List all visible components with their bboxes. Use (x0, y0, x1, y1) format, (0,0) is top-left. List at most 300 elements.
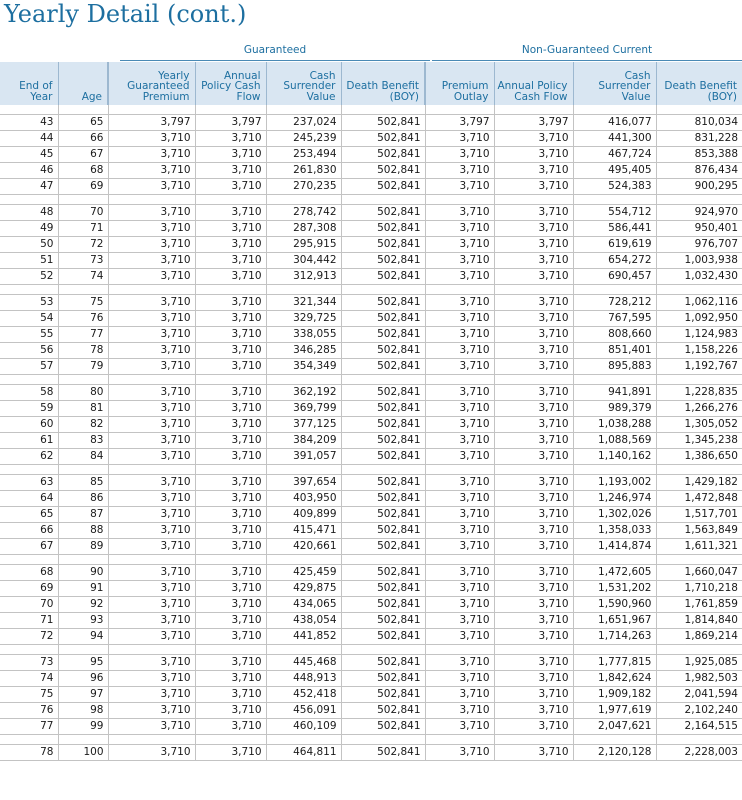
spacer-cell (341, 375, 425, 385)
spacer-cell (656, 645, 742, 655)
table-cell: 924,970 (656, 205, 742, 221)
table-row (0, 269, 742, 285)
table-cell: 47 (0, 179, 58, 195)
table-cell: 502,841 (341, 237, 425, 253)
table-cell: 3,710 (108, 475, 195, 491)
table-cell: 3,710 (195, 359, 266, 375)
spacer-cell (425, 105, 494, 115)
table-row (0, 359, 742, 375)
table-cell: 434,065 (266, 597, 341, 613)
table-cell: 2,120,128 (573, 745, 656, 761)
spacer-cell (108, 105, 195, 115)
table-cell: 3,710 (425, 565, 494, 581)
column-header-age: Age (58, 62, 108, 105)
non-guaranteed-group-label: Non-Guaranteed Current (521, 44, 653, 56)
table-cell: 3,710 (108, 147, 195, 163)
table-cell: 495,405 (573, 163, 656, 179)
table-cell: 3,710 (494, 475, 573, 491)
table-cell: 502,841 (341, 703, 425, 719)
group-spacer (0, 285, 742, 295)
table-cell: 3,710 (108, 401, 195, 417)
table-cell: 3,710 (425, 327, 494, 343)
table-cell: 66 (58, 131, 108, 147)
table-cell: 3,710 (494, 359, 573, 375)
table-row (0, 253, 742, 269)
table-cell: 1,842,624 (573, 671, 656, 687)
spacer-cell (266, 375, 341, 385)
table-cell: 3,710 (494, 433, 573, 449)
table-cell: 3,710 (425, 295, 494, 311)
spacer-cell (266, 465, 341, 475)
guaranteed-group-divider (120, 60, 430, 61)
table-cell: 62 (0, 449, 58, 465)
table-cell: 70 (0, 597, 58, 613)
table-cell: 3,710 (108, 237, 195, 253)
table-cell: 1,429,182 (656, 475, 742, 491)
table-cell: 3,710 (425, 475, 494, 491)
table-cell: 976,707 (656, 237, 742, 253)
spacer-cell (0, 465, 58, 475)
spacer-cell (425, 375, 494, 385)
table-cell: 3,710 (425, 581, 494, 597)
table-row (0, 433, 742, 449)
yearly-detail-table (0, 62, 742, 761)
table-cell: 3,797 (108, 115, 195, 131)
table-cell: 3,710 (425, 629, 494, 645)
table-cell: 502,841 (341, 163, 425, 179)
table-cell: 3,710 (494, 491, 573, 507)
table-cell: 420,661 (266, 539, 341, 555)
table-cell: 3,710 (494, 253, 573, 269)
table-cell: 97 (58, 687, 108, 703)
table-cell: 3,710 (425, 507, 494, 523)
table-cell: 554,712 (573, 205, 656, 221)
table-cell: 3,710 (425, 269, 494, 285)
table-cell: 1,982,503 (656, 671, 742, 687)
table-cell: 58 (0, 385, 58, 401)
table-cell: 3,710 (494, 613, 573, 629)
spacer-cell (108, 645, 195, 655)
table-body (0, 105, 742, 761)
table-cell: 74 (58, 269, 108, 285)
group-spacer (0, 465, 742, 475)
table-cell: 502,841 (341, 597, 425, 613)
table-cell: 3,710 (108, 687, 195, 703)
table-cell: 3,710 (195, 613, 266, 629)
table-cell: 3,710 (425, 433, 494, 449)
column-header-current-cash-surrender-value: Cash Surrender Value (573, 62, 656, 105)
spacer-cell (341, 285, 425, 295)
table-cell: 3,710 (195, 745, 266, 761)
table-cell: 56 (0, 343, 58, 359)
table-cell: 1,088,569 (573, 433, 656, 449)
spacer-cell (108, 195, 195, 205)
table-cell: 3,710 (195, 327, 266, 343)
table-cell: 49 (0, 221, 58, 237)
table-cell: 3,710 (195, 163, 266, 179)
table-cell: 312,913 (266, 269, 341, 285)
table-cell: 1,777,815 (573, 655, 656, 671)
table-cell: 728,212 (573, 295, 656, 311)
table-cell: 3,710 (108, 581, 195, 597)
table-cell: 3,710 (108, 433, 195, 449)
table-cell: 76 (58, 311, 108, 327)
table-row (0, 385, 742, 401)
table-cell: 460,109 (266, 719, 341, 735)
table-cell: 48 (0, 205, 58, 221)
table-cell: 3,710 (108, 131, 195, 147)
table-cell: 2,041,594 (656, 687, 742, 703)
table-cell: 377,125 (266, 417, 341, 433)
table-cell: 3,710 (108, 597, 195, 613)
table-row (0, 613, 742, 629)
table-cell: 3,710 (195, 655, 266, 671)
spacer-cell (266, 645, 341, 655)
table-cell: 3,710 (195, 433, 266, 449)
table-cell: 445,468 (266, 655, 341, 671)
table-cell: 1,531,202 (573, 581, 656, 597)
table-cell: 1,472,848 (656, 491, 742, 507)
table-cell: 1,305,052 (656, 417, 742, 433)
table-cell: 1,590,960 (573, 597, 656, 613)
table-cell: 502,841 (341, 507, 425, 523)
table-cell: 3,710 (425, 205, 494, 221)
table-cell: 3,710 (494, 295, 573, 311)
table-cell: 502,841 (341, 327, 425, 343)
table-cell: 94 (58, 629, 108, 645)
spacer-cell (195, 465, 266, 475)
guaranteed-group-label: Guaranteed (243, 44, 307, 56)
table-cell: 415,471 (266, 523, 341, 539)
table-cell: 89 (58, 539, 108, 555)
table-cell: 3,710 (108, 253, 195, 269)
table-cell: 409,899 (266, 507, 341, 523)
table-cell: 3,710 (494, 565, 573, 581)
table-cell: 3,710 (195, 221, 266, 237)
table-cell: 67 (0, 539, 58, 555)
spacer-cell (0, 645, 58, 655)
table-cell: 502,841 (341, 687, 425, 703)
table-cell: 3,710 (195, 687, 266, 703)
table-cell: 69 (58, 179, 108, 195)
table-cell: 68 (58, 163, 108, 179)
non-guaranteed-group-divider (432, 60, 742, 61)
table-cell: 338,055 (266, 327, 341, 343)
table-cell: 3,710 (108, 295, 195, 311)
table-cell: 346,285 (266, 343, 341, 359)
table-cell: 287,308 (266, 221, 341, 237)
table-cell: 1,246,974 (573, 491, 656, 507)
table-cell: 3,797 (195, 115, 266, 131)
table-cell: 3,710 (494, 417, 573, 433)
spacer-cell (494, 285, 573, 295)
table-cell: 3,710 (195, 475, 266, 491)
table-cell: 3,710 (425, 343, 494, 359)
table-cell: 80 (58, 385, 108, 401)
spacer-cell (195, 735, 266, 745)
table-cell: 52 (0, 269, 58, 285)
table-cell: 3,797 (494, 115, 573, 131)
table-cell: 72 (0, 629, 58, 645)
spacer-cell (58, 555, 108, 565)
table-header-row (0, 62, 742, 105)
spacer-cell (656, 285, 742, 295)
spacer-cell (656, 105, 742, 115)
table-row (0, 343, 742, 359)
spacer-cell (341, 105, 425, 115)
table-cell: 502,841 (341, 475, 425, 491)
table-cell: 3,710 (425, 163, 494, 179)
table-row (0, 687, 742, 703)
table-row (0, 295, 742, 311)
table-cell: 1,714,263 (573, 629, 656, 645)
column-header-yearly-guaranteed-premium: Yearly Guaranteed Premium (108, 62, 195, 105)
table-cell: 2,228,003 (656, 745, 742, 761)
table-cell: 1,192,767 (656, 359, 742, 375)
table-cell: 3,710 (108, 449, 195, 465)
table-cell: 403,950 (266, 491, 341, 507)
table-cell: 54 (0, 311, 58, 327)
table-cell: 55 (0, 327, 58, 343)
table-cell: 3,710 (195, 719, 266, 735)
spacer-cell (195, 645, 266, 655)
table-cell: 59 (0, 401, 58, 417)
table-cell: 321,344 (266, 295, 341, 311)
table-cell: 808,660 (573, 327, 656, 343)
table-cell: 76 (0, 703, 58, 719)
table-cell: 502,841 (341, 539, 425, 555)
table-cell: 3,710 (494, 687, 573, 703)
spacer-cell (573, 285, 656, 295)
table-cell: 586,441 (573, 221, 656, 237)
table-cell: 46 (0, 163, 58, 179)
group-spacer (0, 555, 742, 565)
spacer-cell (494, 105, 573, 115)
spacer-cell (108, 555, 195, 565)
table-row (0, 523, 742, 539)
spacer-cell (341, 735, 425, 745)
table-cell: 3,710 (108, 359, 195, 375)
table-cell: 950,401 (656, 221, 742, 237)
spacer-cell (425, 555, 494, 565)
table-cell: 3,710 (195, 401, 266, 417)
table-cell: 1,062,116 (656, 295, 742, 311)
table-cell: 3,710 (195, 523, 266, 539)
column-header-current-death-benefit: Death Benefit (BOY) (656, 62, 742, 105)
table-cell: 441,300 (573, 131, 656, 147)
table-cell: 524,383 (573, 179, 656, 195)
spacer-cell (656, 555, 742, 565)
table-row (0, 539, 742, 555)
table-cell: 2,102,240 (656, 703, 742, 719)
table-cell: 3,710 (494, 131, 573, 147)
spacer-cell (108, 465, 195, 475)
spacer-cell (58, 465, 108, 475)
table-cell: 71 (58, 221, 108, 237)
table-cell: 3,710 (195, 205, 266, 221)
table-row (0, 565, 742, 581)
table-cell: 88 (58, 523, 108, 539)
column-header-guaranteed-annual-policy-cash-flow: Annual Policy Cash Flow (195, 62, 266, 105)
table-cell: 75 (0, 687, 58, 703)
table-cell: 3,710 (108, 179, 195, 195)
table-cell: 502,841 (341, 179, 425, 195)
group-spacer (0, 645, 742, 655)
table-cell: 93 (58, 613, 108, 629)
table-cell: 429,875 (266, 581, 341, 597)
table-cell: 619,619 (573, 237, 656, 253)
table-cell: 502,841 (341, 131, 425, 147)
table-cell: 3,710 (425, 147, 494, 163)
spacer-cell (0, 735, 58, 745)
table-cell: 452,418 (266, 687, 341, 703)
table-cell: 895,883 (573, 359, 656, 375)
spacer-cell (0, 285, 58, 295)
table-cell: 3,710 (425, 359, 494, 375)
table-row (0, 401, 742, 417)
table-cell: 3,710 (195, 253, 266, 269)
column-header-end-of-year: End of Year (0, 62, 58, 105)
page-title: Yearly Detail (cont.) (4, 0, 247, 28)
table-cell: 3,710 (425, 131, 494, 147)
table-cell: 99 (58, 719, 108, 735)
table-cell: 1,266,276 (656, 401, 742, 417)
table-cell: 77 (58, 327, 108, 343)
table-cell: 3,710 (195, 703, 266, 719)
table-cell: 3,710 (195, 147, 266, 163)
table-cell: 98 (58, 703, 108, 719)
table-cell: 3,710 (494, 179, 573, 195)
table-cell: 502,841 (341, 745, 425, 761)
table-row (0, 449, 742, 465)
spacer-cell (58, 195, 108, 205)
table-cell: 3,710 (108, 745, 195, 761)
table-cell: 3,710 (494, 581, 573, 597)
spacer-cell (58, 645, 108, 655)
spacer-cell (573, 375, 656, 385)
table-cell: 270,235 (266, 179, 341, 195)
table-cell: 1,158,226 (656, 343, 742, 359)
table-cell: 3,710 (425, 613, 494, 629)
table-cell: 3,710 (494, 401, 573, 417)
spacer-cell (195, 105, 266, 115)
spacer-cell (494, 195, 573, 205)
table-cell: 3,710 (494, 237, 573, 253)
table-cell: 3,710 (425, 253, 494, 269)
table-cell: 43 (0, 115, 58, 131)
table-cell: 3,710 (108, 629, 195, 645)
spacer-cell (494, 735, 573, 745)
table-cell: 78 (58, 343, 108, 359)
spacer-cell (573, 105, 656, 115)
table-cell: 1,302,026 (573, 507, 656, 523)
group-spacer (0, 195, 742, 205)
spacer-cell (108, 735, 195, 745)
table-cell: 941,891 (573, 385, 656, 401)
spacer-cell (58, 735, 108, 745)
table-cell: 1,651,967 (573, 613, 656, 629)
table-cell: 3,710 (494, 719, 573, 735)
table-cell: 1,345,238 (656, 433, 742, 449)
table-cell: 853,388 (656, 147, 742, 163)
table-cell: 767,595 (573, 311, 656, 327)
column-header-premium-outlay: Premium Outlay (425, 62, 494, 105)
table-cell: 1,977,619 (573, 703, 656, 719)
table-cell: 1,414,874 (573, 539, 656, 555)
spacer-cell (656, 375, 742, 385)
table-cell: 502,841 (341, 269, 425, 285)
table-cell: 77 (0, 719, 58, 735)
table-cell: 79 (58, 359, 108, 375)
table-cell: 1,517,701 (656, 507, 742, 523)
table-cell: 502,841 (341, 655, 425, 671)
table-cell: 3,710 (195, 581, 266, 597)
table-cell: 3,710 (494, 507, 573, 523)
table-row (0, 671, 742, 687)
table-cell: 253,494 (266, 147, 341, 163)
table-cell: 329,725 (266, 311, 341, 327)
table-cell: 3,710 (195, 539, 266, 555)
table-cell: 72 (58, 237, 108, 253)
table-cell: 278,742 (266, 205, 341, 221)
table-cell: 60 (0, 417, 58, 433)
column-header-current-annual-policy-cash-flow: Annual Policy Cash Flow (494, 62, 573, 105)
spacer-cell (425, 645, 494, 655)
table-cell: 96 (58, 671, 108, 687)
table-cell: 1,563,849 (656, 523, 742, 539)
table-row (0, 311, 742, 327)
table-row (0, 629, 742, 645)
table-cell: 502,841 (341, 449, 425, 465)
spacer-cell (341, 195, 425, 205)
table-cell: 82 (58, 417, 108, 433)
table-cell: 502,841 (341, 311, 425, 327)
spacer-cell (0, 105, 58, 115)
table-cell: 53 (0, 295, 58, 311)
table-cell: 3,710 (425, 491, 494, 507)
table-cell: 502,841 (341, 343, 425, 359)
table-cell: 3,710 (195, 629, 266, 645)
spacer-cell (108, 285, 195, 295)
table-cell: 397,654 (266, 475, 341, 491)
table-cell: 502,841 (341, 671, 425, 687)
table-cell: 1,124,983 (656, 327, 742, 343)
table-cell: 3,710 (195, 237, 266, 253)
table-cell: 1,761,859 (656, 597, 742, 613)
spacer-cell (195, 375, 266, 385)
table-cell: 502,841 (341, 491, 425, 507)
table-cell: 690,457 (573, 269, 656, 285)
table-cell: 851,401 (573, 343, 656, 359)
table-cell: 68 (0, 565, 58, 581)
table-cell: 1,228,835 (656, 385, 742, 401)
table-cell: 3,710 (425, 221, 494, 237)
table-row (0, 237, 742, 253)
table-row (0, 475, 742, 491)
table-cell: 83 (58, 433, 108, 449)
table-cell: 502,841 (341, 147, 425, 163)
spacer-cell (108, 375, 195, 385)
table-cell: 90 (58, 565, 108, 581)
table-row (0, 163, 742, 179)
table-cell: 3,710 (425, 311, 494, 327)
table-cell: 84 (58, 449, 108, 465)
table-cell: 3,710 (494, 449, 573, 465)
table-row (0, 221, 742, 237)
table-cell: 3,710 (108, 205, 195, 221)
table-cell: 900,295 (656, 179, 742, 195)
spacer-cell (425, 285, 494, 295)
